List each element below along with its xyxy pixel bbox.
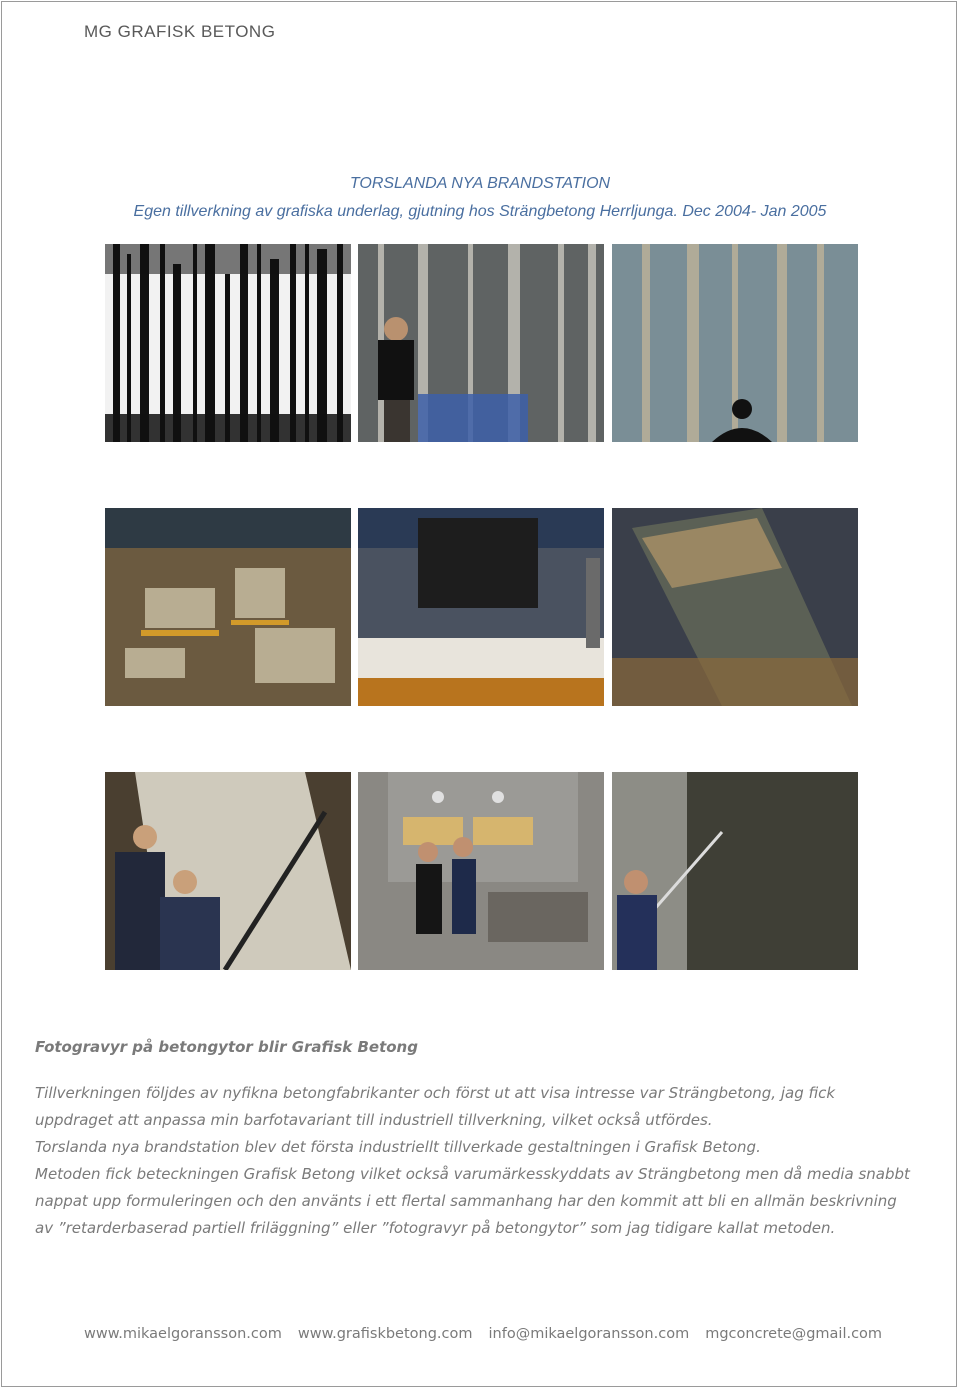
photo-artist-on-panel xyxy=(358,244,604,442)
photo-forest-trees xyxy=(105,244,351,442)
photo-pressure-washing xyxy=(612,772,858,970)
photo-workers-inspecting-panel xyxy=(105,772,351,970)
footer-link-mikaelgoransson[interactable]: www.mikaelgoransson.com xyxy=(84,1326,282,1342)
photo-workers-at-mold xyxy=(358,772,604,970)
footer-link-grafiskbetong[interactable]: www.grafiskbetong.com xyxy=(297,1326,473,1342)
body-paragraph: Tillverkningen följdes av nyfikna betongfabrikanter och först ut att visa intresse var Strängbetong, jag fick uppdraget att anpassa min barfotavariant till industriell tillverkning, vilket också utfördes. xyxy=(35,1084,836,1129)
photo-tilted-panel xyxy=(612,508,858,706)
footer-link-info-email[interactable]: info@mikaelgoransson.com xyxy=(488,1326,690,1342)
project-title: TORSLANDA NYA BRANDSTATION xyxy=(349,175,611,192)
body-text xyxy=(35,1080,915,1242)
footer-link-mgconcrete-email[interactable]: mgconcrete@gmail.com xyxy=(705,1326,883,1342)
photo-factory-floor xyxy=(105,508,351,706)
photo-gray-panel-shadow xyxy=(612,244,858,442)
body-paragraph: Metoden fick beteckningen Grafisk Betong vilket också varumärkesskyddats av Strängbetong men då media snabbt nappat upp formuleringen och den använts i ett flertal sammanhang har den kommit att bli en allmän beskrivning av ”retarderbaserad partiell friläggning” eller ”fotogravyr på betongytor” som jag tidigare kallat metoden. xyxy=(35,1165,910,1237)
footer-links xyxy=(84,1326,882,1342)
photo-concrete-pouring xyxy=(358,508,604,706)
body-paragraph: Torslanda nya brandstation blev det första industriellt tillverkade gestaltningen i Grafisk Betong. xyxy=(35,1138,761,1156)
section-heading: Fotogravyr på betongytor blir Grafisk Betong xyxy=(35,1038,418,1056)
header-title: MG GRAFISK BETONG xyxy=(84,22,276,41)
project-subtitle: Egen tillverkning av grafiska underlag, gjutning hos Strängbetong Herrljunga. Dec 2004- Jan 2005 xyxy=(133,203,827,220)
